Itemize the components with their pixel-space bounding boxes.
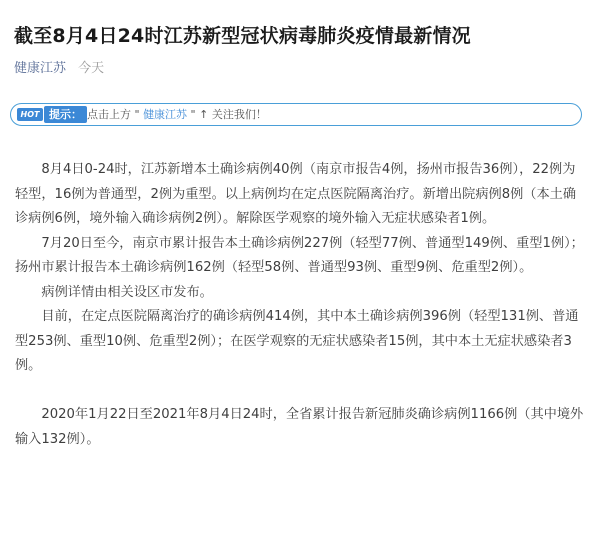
paragraph-province-total: 2020年1月22日至2021年8月4日24时，全省累计报告新冠肺炎确诊病例1166例（其中境外输入132例）。 bbox=[15, 407, 584, 447]
tip-label: 提示： bbox=[44, 106, 87, 123]
article-meta bbox=[14, 60, 104, 78]
tip-text bbox=[87, 106, 267, 123]
article-title: 截至8月4日24时江苏新型冠状病毒肺炎疫情最新情况 bbox=[14, 25, 471, 47]
tip-account-link[interactable]: 健康江苏 bbox=[143, 108, 188, 121]
article-body bbox=[15, 158, 587, 452]
paragraph-cumulative-cities: 7月20日至今，南京市累计报告本土确诊病例227例（轻型77例、普通型149例、重型1例）；扬州市累计报告本土确诊病例162例（轻型58例、普通型93例、重型9例、危重型2例）。 bbox=[15, 235, 584, 275]
follow-tip-bar[interactable] bbox=[10, 103, 582, 126]
publish-date: 今天 bbox=[78, 61, 105, 76]
tip-suffix: " ↑ 关注我们！ bbox=[187, 108, 267, 121]
paragraph-spacer bbox=[15, 379, 587, 404]
hot-badge-icon: HOT bbox=[17, 108, 43, 121]
tip-prefix: 点击上方 " bbox=[87, 108, 144, 121]
paragraph-details-note: 病例详情由相关设区市发布。 bbox=[41, 284, 213, 300]
paragraph-current-status: 目前，在定点医院隔离治疗的确诊病例414例，其中本土确诊病例396例（轻型131例、普通型253例、重型10例、危重型2例）；在医学观察的无症状感染者15例，其中本土无症状感染者3例。 bbox=[15, 309, 579, 373]
paragraph-new-cases: 8月4日0-24时，江苏新增本土确诊病例40例（南京市报告4例，扬州市报告36例），22例为轻型，16例为普通型，2例为重型。以上病例均在定点医院隔离治疗。新增出院病例8例（本土确诊病例6例，境外输入确诊病例2例）。解除医学观察的境外输入无症状感染者1例。 bbox=[15, 162, 577, 226]
account-link[interactable]: 健康江苏 bbox=[14, 61, 67, 76]
